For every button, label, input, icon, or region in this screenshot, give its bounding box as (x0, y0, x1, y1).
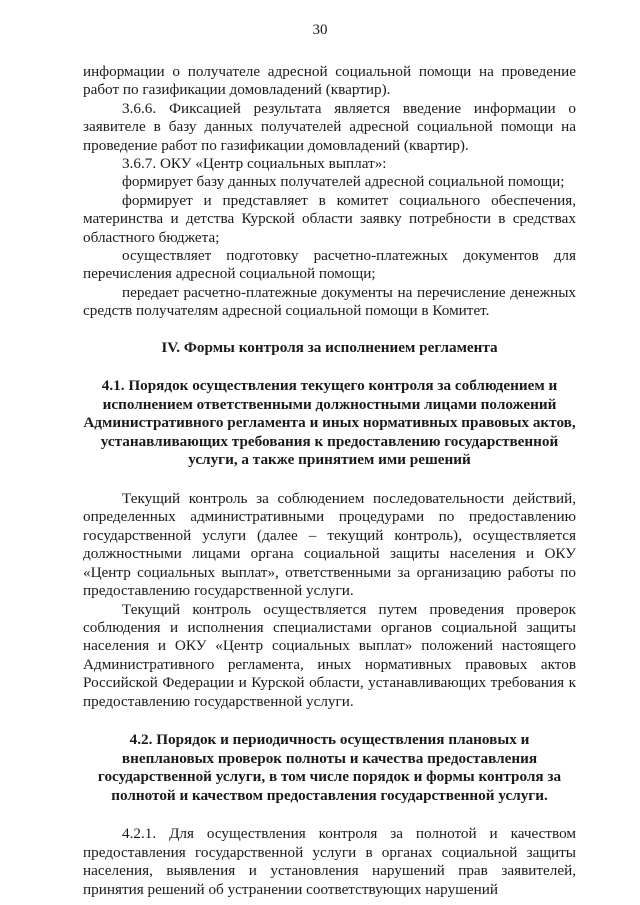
paragraph: 4.2.1. Для осуществления контроля за полнотой и качеством предоставления государственной услуги в органах социальной защиты населения, выявления и установления нарушений прав заявителей, принятия решений об устранении соответствующих нарушений (83, 825, 576, 898)
paragraph: передает расчетно-платежные документы на перечисление денежных средств получателям адресной социальной помощи в Комитет. (83, 283, 576, 320)
paragraph: формирует базу данных получателей адресной социальной помощи; (122, 173, 565, 191)
subsection-heading: 4.2. Порядок и периодичность осуществления плановых и внеплановых проверок полноты и качества предоставления государственной услуги, в том числе порядок и формы контроля за полнотой и качеством предоставления государственной услуги. (97, 730, 562, 804)
paragraph: формирует и представляет в комитет социального обеспечения, материнства и детства Курской области заявку потребности в средствах областного бюджета; (83, 191, 576, 246)
paragraph: Текущий контроль за соблюдением последовательности действий, определенных административными процедурами по предоставлению государственной услуги (далее – текущий контроль), осуществляется должностными лицами органа социальной защиты населения и ОКУ «Центр социальных выплат», ответственными за организацию работы по предоставлению государственной услуги. (83, 490, 576, 600)
document-body (83, 63, 576, 899)
paragraph: 3.6.7. ОКУ «Центр социальных выплат»: (122, 155, 387, 173)
paragraph: 3.6.6. Фиксацией результата является введение информации о заявителе в базу данных получателей адресной социальной помощи на проведение работ по газификации домовладений (квартир). (83, 99, 576, 154)
subsection-heading: 4.1. Порядок осуществления текущего контроля за соблюдением и исполнением ответственными должностными лицами положений Административного регламента и иных нормативных правовых актов, устанавливающих требования к предоставлению государственной услуги, а также принятием ими решений (83, 377, 576, 469)
paragraph: осуществляет подготовку расчетно-платежных документов для перечисления адресной социальной помощи; (83, 247, 576, 283)
section-heading: IV. Формы контроля за исполнением регламента (161, 338, 498, 356)
page-number: 30 (312, 22, 328, 38)
paragraph: Текущий контроль осуществляется путем проведения проверок соблюдения и исполнения специалистами органов социальной защиты населения и ОКУ «Центр социальных выплат» положений настоящего Административного регламента, иных нормативных правовых актов Российской Федерации и Курской области, устанавливающих требования к предоставлению государственной услуги. (83, 600, 576, 710)
paragraph: информации о получателе адресной социальной помощи на проведение работ по газификации домовладений (квартир). (83, 63, 576, 99)
